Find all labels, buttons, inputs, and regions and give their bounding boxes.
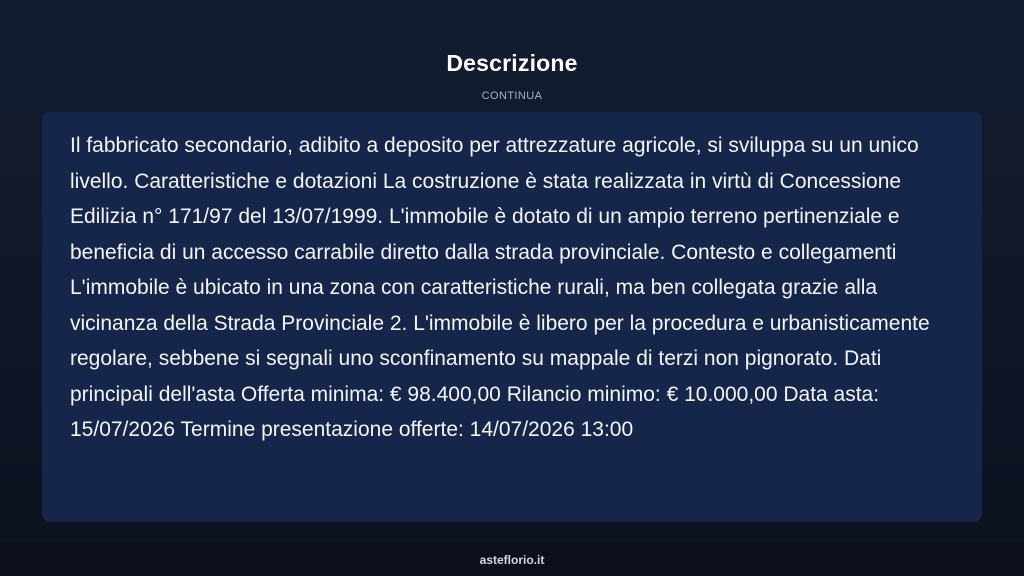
footer-bar xyxy=(0,543,1024,576)
footer-site-name: asteflorio.it xyxy=(479,553,545,567)
page-title: Descrizione xyxy=(446,50,578,76)
description-card xyxy=(42,112,982,522)
continue-label: CONTINUA xyxy=(481,90,543,102)
description-text: Il fabbricato secondario, adibito a deposito per attrezzature agricole, si sviluppa su un unico livello. Caratteristiche e dotazioni La costruzione è stata realizzata in virtù di Concessione Edilizia n° 171/97 del 13/07/1999. L'immobile è dotato di un ampio terreno pertinenziale e beneficia di un accesso carrabile diretto dalla strada provinciale. Contesto e collegamenti L'immobile è ubicato in una zona con caratteristiche rurali, ma ben collegata grazie alla vicinanza della Strada Provinciale 2. L'immobile è libero per la procedura e urbanisticamente regolare, sebbene si segnali uno sconfinamento su mappale di terzi non pignorato. Dati principali dell'asta Offerta minima: € 98.400,00 Rilancio minimo: € 10.000,00 Data asta: 15/07/2026 Termine presentazione offerte: 14/07/2026 13:00 xyxy=(70,134,930,441)
